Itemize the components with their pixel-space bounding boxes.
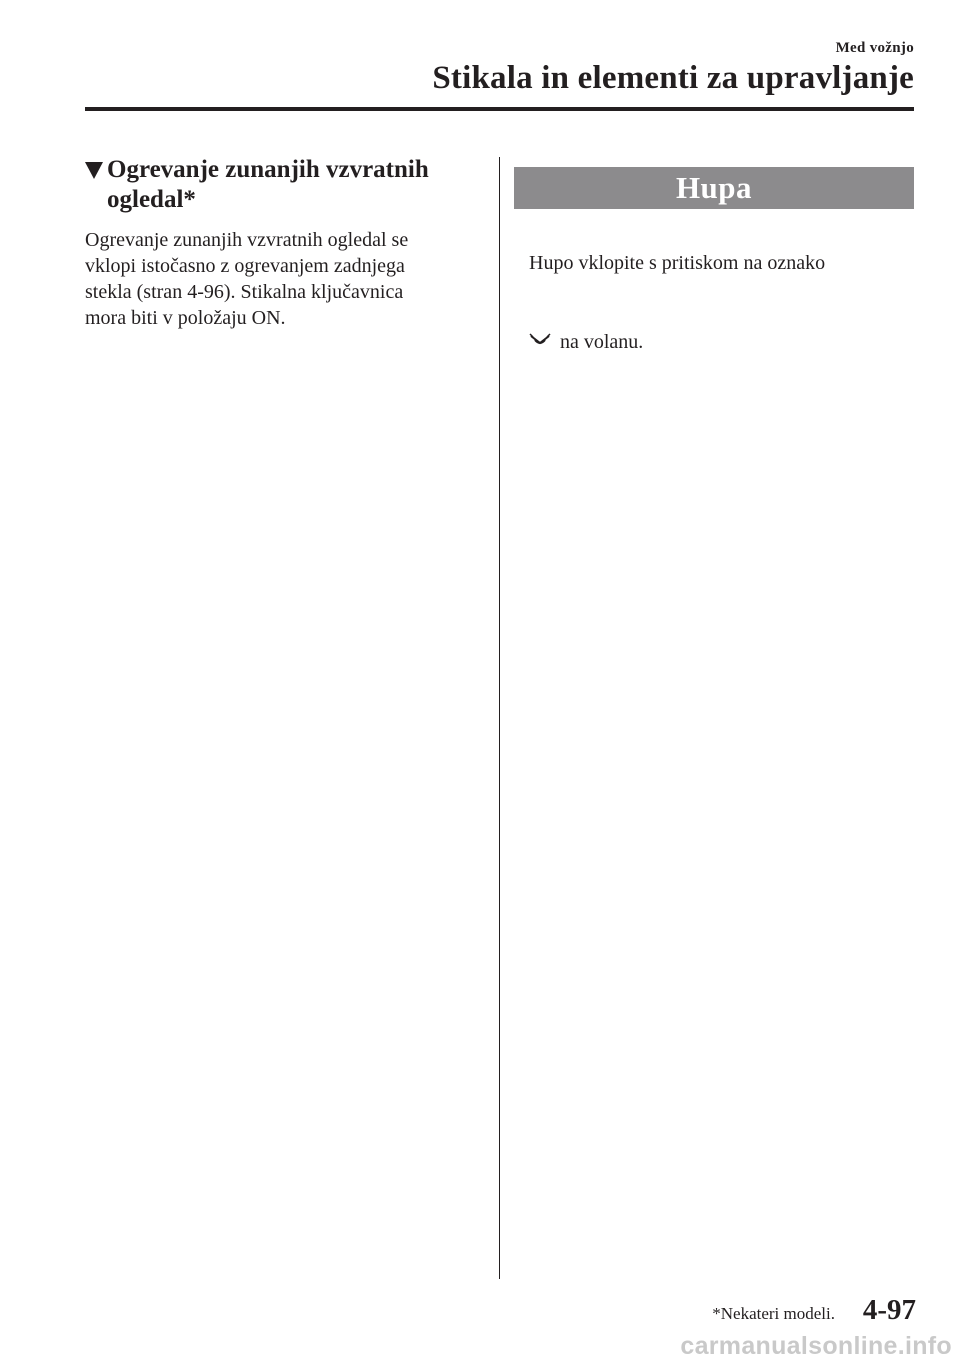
right-column	[514, 167, 914, 355]
mirror-heating-paragraph: Ogrevanje zunanjih vzvratnih ogledal se vklopi istočasno z ogrevanjem zadnjega stekla (stran 4-96). Stikalna ključavnica mora biti v položaju ON.	[85, 229, 409, 329]
page-number: 4-97	[862, 1294, 916, 1326]
column-divider	[499, 157, 500, 1279]
left-column	[85, 155, 475, 331]
section-banner-horn: Hupa	[514, 167, 914, 209]
horn-paragraph	[529, 224, 914, 355]
watermark: carmanualsonline.info	[680, 1332, 952, 1360]
subheading	[85, 155, 475, 215]
horn-paragraph-line-2: na volanu.	[555, 331, 644, 353]
down-triangle-icon	[85, 162, 103, 179]
subheading-line-1: Ogrevanje zunanjih vzvratnih	[107, 156, 429, 183]
header-rule	[85, 107, 914, 111]
subheading-text	[107, 155, 429, 215]
footnote: *Nekateri modeli.	[712, 1304, 835, 1323]
horn-icon	[529, 302, 551, 354]
horn-paragraph-line-1: Hupo vklopite s pritiskom na oznako	[529, 252, 826, 274]
subheading-line-2: ogledal*	[107, 186, 196, 213]
running-header-section: Med vožnjo	[835, 40, 914, 56]
running-header-title: Stikala in elementi za upravljanje	[432, 60, 914, 96]
